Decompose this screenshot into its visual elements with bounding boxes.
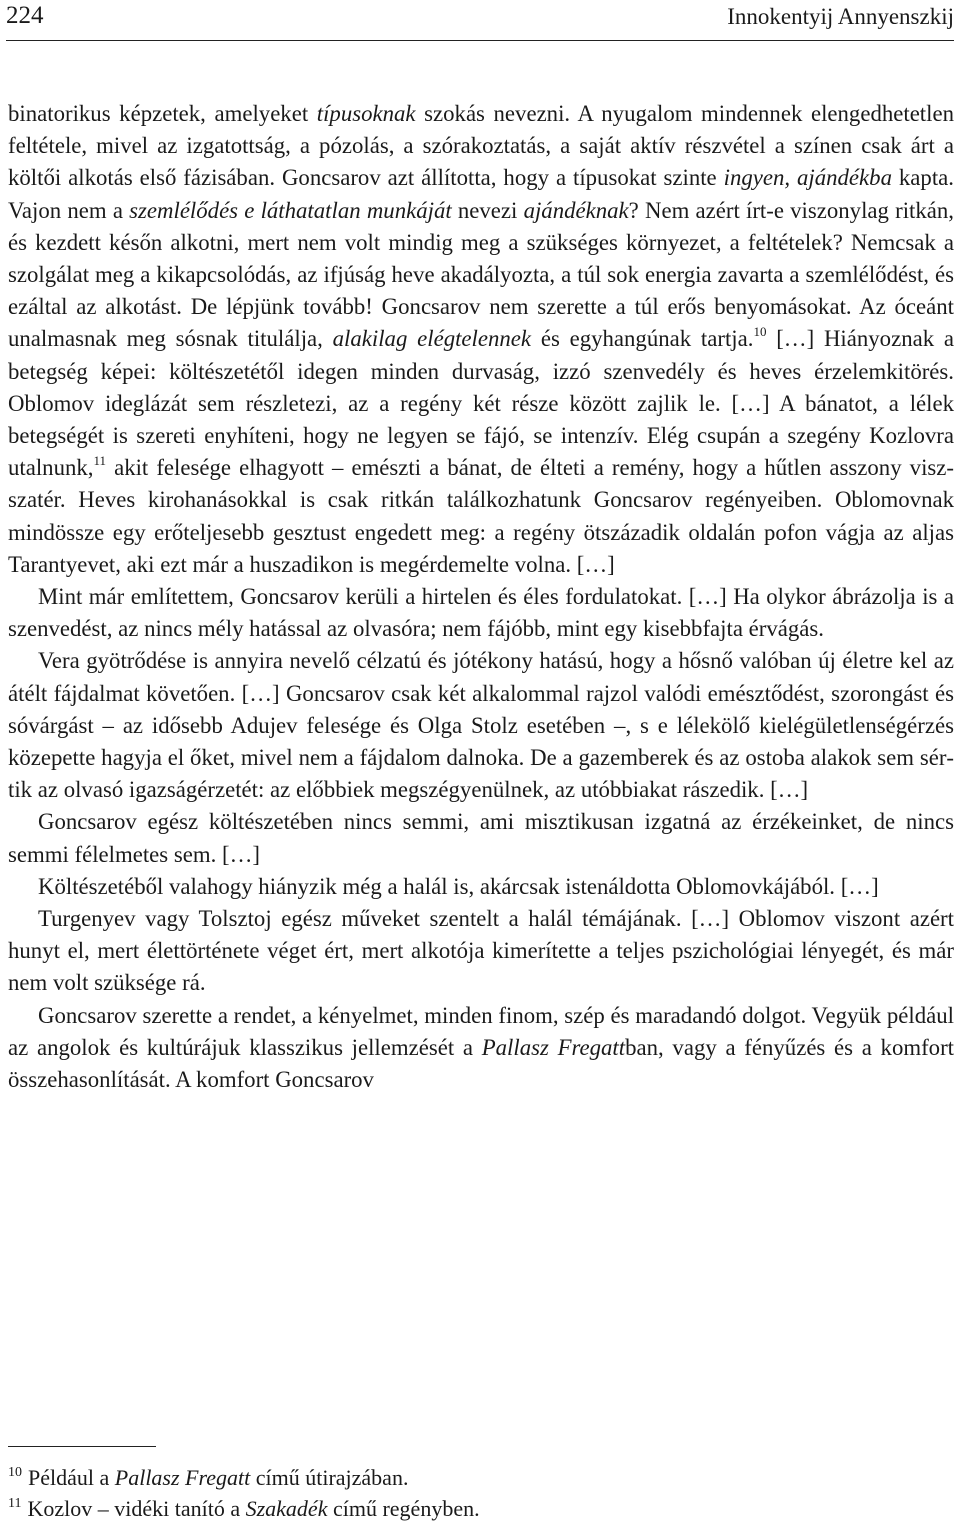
footnote-rule [8, 1446, 156, 1447]
running-head: Innokentyij Annyenszkij [727, 4, 954, 29]
text-run: című útirajzában. [250, 1465, 409, 1490]
paragraph [8, 581, 954, 645]
footnote-ref: 10 [753, 324, 767, 340]
text-run: Kozlov – vidéki tanító a [27, 1496, 246, 1521]
italic-text: típusoknak [316, 101, 416, 126]
text-run: című regényben. [327, 1496, 480, 1521]
italic-text: Pallasz Fregatt [481, 1034, 626, 1060]
footnote [8, 1493, 954, 1524]
footnote-number: 11 [8, 1496, 22, 1511]
text-run: […] Hiányoznak a betegség képei: költészetétől idegen minden durvaság, izzó szenvedély és heves érzelemkitörés. Oblomov ideglázát sem részletezi, az a regény két része között zajlik le. […] A bánatot, a lélek betegségét is szereti enyhíteni, hogy ne legyen se fájó, se intenzív. Elég csupán a szegény Kozlovra utalnunk, [8, 326, 955, 481]
footnote [8, 1462, 954, 1493]
text-run: ban, vagy a fényűzés és a komfort összehasonlítását. A komfort Goncsarov [8, 1034, 954, 1093]
page-number: 224 [6, 2, 44, 29]
footnote-ref: 11 [93, 453, 107, 469]
page-header [6, 0, 954, 41]
paragraph [8, 871, 954, 903]
text-run: akit felesége elhagyott – emészti a bánat, de élteti a remény, hogy a hűtlen asszony viszszatér. Heves kirohanásokkal is csak ritkán találkozhatunk Goncsarov regényeiben. Oblomovnak mindössze egy erőteljesebb gesztust engedett meg: a regény ötszázadik oldalán pofon vágja az aljas Tarantyevet, aki ezt már a huszadikon is megérdemelte volna. […] [8, 455, 954, 577]
footnotes [8, 1462, 954, 1524]
text-run: binatorikus képzetek, amelyeket [8, 101, 317, 126]
text-run: és egyhangúnak tartja. [531, 326, 754, 352]
italic-text: Pallasz Fregatt [114, 1465, 251, 1490]
italic-text: ingyen, ajándékba [723, 165, 892, 191]
text-run: Költészetéből valahogy hiányzik még a halál is, akárcsak istenáldotta Oblomovkájából. […] [38, 873, 879, 899]
paragraph [8, 806, 954, 870]
paragraph [8, 903, 954, 1000]
paragraph [8, 98, 954, 581]
text-run: szokás nevezni. A nyugalom mindennek elengedhetetlen feltétele, mivel az izgatottság, a pózolás, a szórakoztatás, a saját aktív részvétel a színen csak árt a költői alkotás első fázisában. Goncsarov azt állította, hogy a típusokat szinte [8, 101, 954, 191]
text-run: Vera gyötrődése is annyira nevelő célzatú és jótékony hatású, hogy a hősnő valóban új életre kel az átélt fájdalmat követően. […] Goncsarov csak két alkalommal rajzol valódi emésztődést, szorongást és sóvárgást – az idősebb Adujev felesége és Olga Stolz esetében –, s e lélekölő kielégületlenségérzés közepette hagyja el őket, mivel nem a fájdalom dalnoka. De a gazemberek és az ostoba alakok sem sértik az olvasó igazságérzetét: az előbbiek megszégyenülnek, az utóbbiakat rászedik. […] [8, 648, 954, 803]
text-run: Goncsarov egész költészetében nincs semmi, ami misztikusan izgatná az érzékeinket, de nincs semmi félelmetes sem. […] [8, 809, 954, 867]
italic-text: szemlélődés e láthatatlan munkáját [129, 197, 452, 223]
body-text [8, 98, 954, 1096]
italic-text: alakilag elégtelennek [332, 326, 532, 352]
italic-text: Szakadék [245, 1496, 328, 1521]
italic-text: ajándéknak [523, 197, 629, 223]
text-run: ? Nem azért írt-e viszonylag ritkán, és kezdett későn alkotni, mert nem volt mindig meg a szükséges környezet, a feltételek? Nemcsak a szolgálat meg a kikapcsolódás, az ifjúság heve akadályozta, a túl sok energia zavarta a szemlélődést, és ezáltal az alkotást. De lépjünk tovább! Goncsarov nem szerette a túl erős benyomásokat. Az óceánt unalmasnak meg sósnak titulálja, [8, 197, 954, 352]
text-run: Mint már említettem, Goncsarov kerüli a hirtelen és éles fordulatokat. […] Ha olykor ábrázolja is a szenvedést, az nincs mély hatással az olvasóra; nem fájóbb, mint egy kisebbfajta érvágás. [8, 584, 954, 642]
text-run: Például a [28, 1465, 115, 1490]
text-run: Turgenyev vagy Tolsztoj egész műveket szentelt a halál témájának. […] Oblomov viszont azért hunyt el, mert élettörténete véget ért, mert alkotója kimerítette a teljes pszichológiai lényegét, és már nem volt szüksége rá. [8, 906, 954, 996]
text-run: kapta. Vajon nem a [8, 165, 954, 223]
footnote-number: 10 [8, 1465, 22, 1480]
text-run: Goncsarov szerette a rendet, a kényelmet, minden finom, szép és maradandó dolgot. Vegyük például az angolok és kultúrájuk klasszikus jellemzését a [8, 1002, 954, 1060]
paragraph [8, 1000, 954, 1097]
text-run: nevezi [451, 197, 524, 223]
paragraph [8, 645, 954, 806]
